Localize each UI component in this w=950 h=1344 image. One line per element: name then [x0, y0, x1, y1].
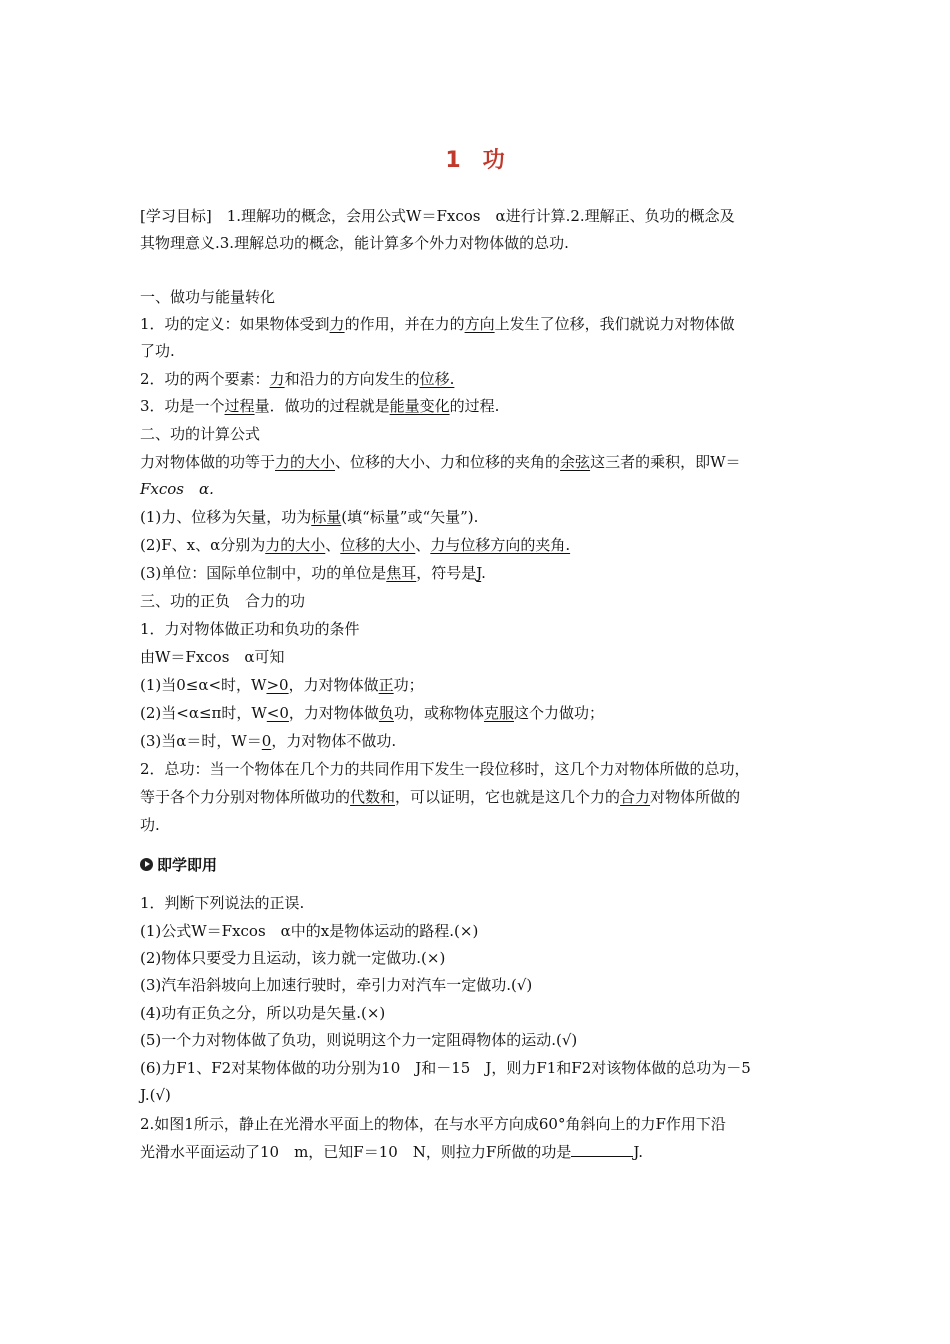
question-1-item-5: (5)一个力对物体做了负功，则说明这个力一定阻碍物体的运动.(√) [140, 1031, 578, 1049]
process-quantity: 3．功是一个过程量．做功的过程就是能量变化的过程. [140, 397, 500, 415]
two-elements: 2．功的两个要素：力和沿力的方向发生的位移. [140, 370, 455, 388]
total-work-line-2: 等于各个力分别对物体所做功的代数和，可以证明，它也就是这几个力的合力对物体所做的 [140, 788, 741, 806]
formula-paragraph: 力对物体做的功等于力的大小、位移的大小、力和位移的夹角的余弦这三者的乘积，即W＝ [140, 453, 741, 471]
play-icon [140, 858, 153, 871]
total-work-line-3: 功. [140, 816, 160, 834]
sign-conditions: 1．力对物体做正功和负功的条件 [140, 620, 360, 638]
section-2-heading: 二、功的计算公式 [140, 425, 261, 443]
objectives-line-2: 其物理意义.3.理解总功的概念，能计算多个外力对物体做的总功. [140, 234, 569, 252]
work-definition: 1．功的定义：如果物体受到力的作用，并在力的方向上发生了位移，我们就说力对物体做 [140, 315, 735, 333]
question-1-item-4: (4)功有正负之分，所以功是矢量.(×) [140, 1004, 386, 1022]
page-title: 1 功 [445, 148, 505, 173]
question-1-item-6: (6)力F1、F2对某物体做的功分别为10 J和－15 J，则力F1和F2对该物体做的总功为－5 [140, 1059, 751, 1077]
case-zero: (3)当α＝时，W＝0，力对物体不做功. [140, 732, 397, 750]
answer-blank[interactable] [571, 1142, 633, 1157]
from-formula: 由W＝Fxcos α可知 [140, 648, 285, 666]
symbol-note: (2)F、x、α分别为力的大小、位移的大小、力与位移方向的夹角. [140, 536, 571, 554]
question-2-cont: 光滑水平面运动了10 m，已知F＝10 N，则拉力F所做的功是 J. [140, 1143, 643, 1161]
question-1-item-3: (3)汽车沿斜坡向上加速行驶时，牵引力对汽车一定做功.(√) [140, 976, 533, 994]
case-negative: (2)当<α≤π时，W<0，力对物体做负功，或称物体克服这个力做功； [140, 704, 604, 722]
total-work-line-1: 2．总功：当一个物体在几个力的共同作用下发生一段位移时，这几个力对物体所做的总功， [140, 760, 750, 778]
scalar-note: (1)力、位移为矢量，功为标量(填“标量”或“矢量”). [140, 508, 479, 526]
unit-note: (3)单位：国际单位制中，功的单位是焦耳，符号是J. [140, 564, 486, 582]
practice-heading: 即学即用 [140, 855, 820, 875]
objectives-line-1: [学习目标] 1.理解功的概念，会用公式W＝Fxcos α进行计算.2.理解正、负功的概念及 [140, 207, 735, 225]
question-2: 2.如图1所示，静止在光滑水平面上的物体，在与水平方向成60°角斜向上的力F作用下沿 [140, 1115, 726, 1133]
question-1-item-2: (2)物体只要受力且运动，该力就一定做功.(×) [140, 949, 446, 967]
objectives-label: [学习目标] [140, 207, 212, 225]
formula-paragraph-cont: Fxcos α. [140, 480, 214, 498]
section-3-heading: 三、功的正负 合力的功 [140, 592, 306, 610]
question-1-item-1: (1)公式W＝Fxcos α中的x是物体运动的路程.(×) [140, 922, 479, 940]
question-1: 1．判断下列说法的正误. [140, 894, 305, 912]
case-positive: (1)当0≤α<时，W>0，力对物体做正功； [140, 676, 424, 694]
question-1-item-6-cont: J.(√) [140, 1086, 171, 1104]
work-definition-cont: 了功. [140, 342, 175, 360]
section-1-heading: 一、做功与能量转化 [140, 288, 276, 306]
